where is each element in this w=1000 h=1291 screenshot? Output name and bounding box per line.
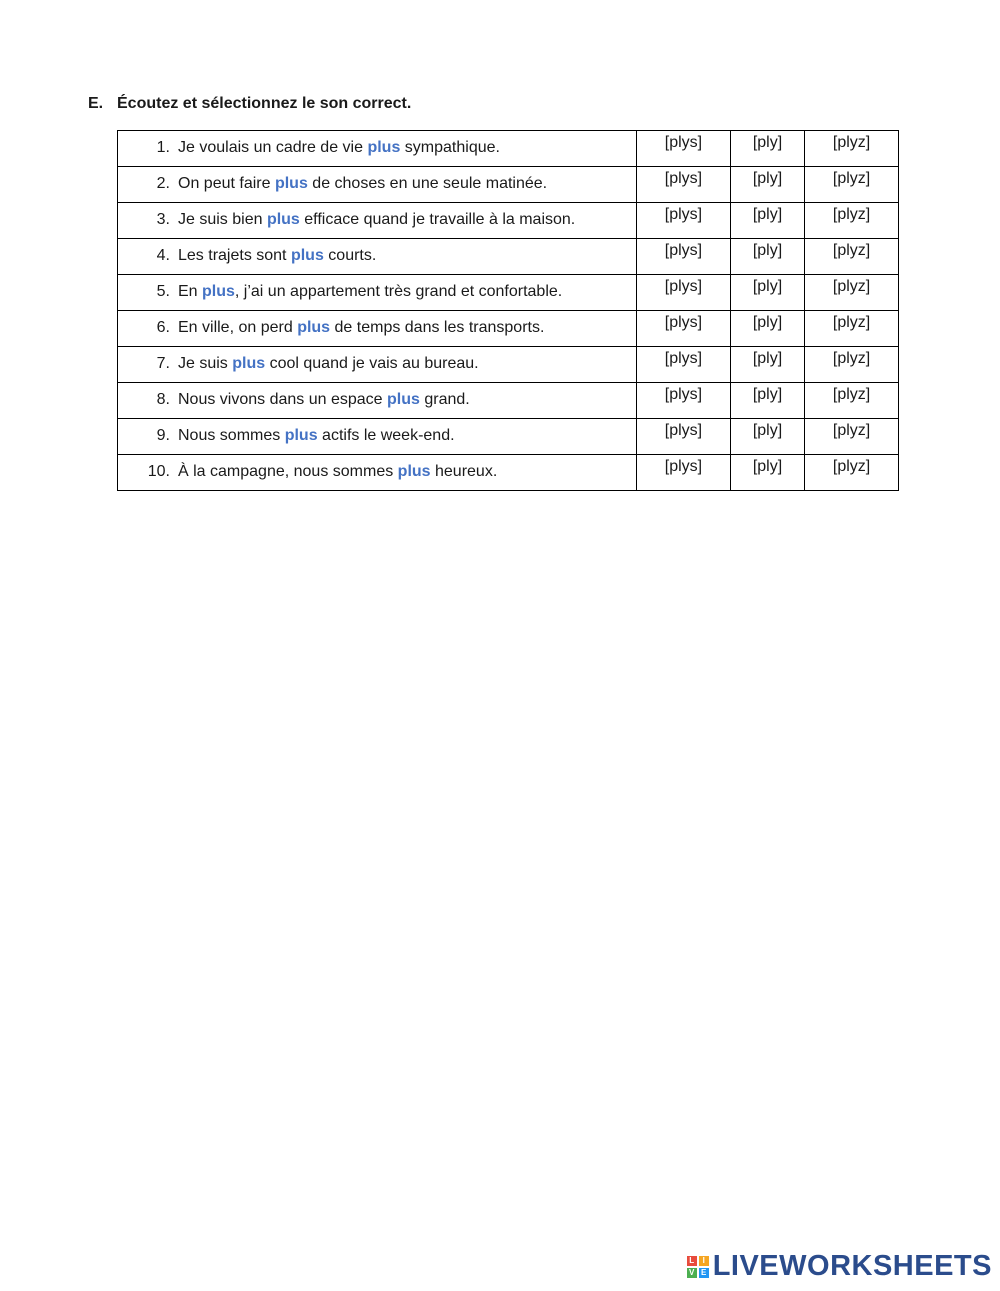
sentence-text: [178, 319, 544, 337]
table-row: [118, 455, 899, 491]
item-number: 5.: [156, 283, 170, 300]
answer-option-cell[interactable]: [805, 275, 899, 311]
answer-option[interactable]: [plyz]: [832, 170, 871, 187]
sentence-after: , j’ai un appartement très grand et confortable.: [234, 283, 563, 300]
sentence-cell: [118, 167, 637, 203]
sentence-before: Je suis: [178, 355, 233, 372]
sentence-before: On peut faire: [178, 175, 275, 192]
answer-option-cell[interactable]: [730, 419, 804, 455]
answer-option-cell[interactable]: [805, 347, 899, 383]
sentence-after: de choses en une seule matinée.: [307, 175, 548, 192]
sentence-cell: [118, 455, 637, 491]
answer-option[interactable]: [plyz]: [832, 242, 871, 259]
answer-option-cell[interactable]: [730, 347, 804, 383]
sentence-text: [178, 427, 455, 445]
highlighted-word: plus: [297, 319, 331, 336]
answer-option[interactable]: [ply]: [752, 206, 783, 223]
answer-option[interactable]: [plys]: [664, 458, 703, 475]
sentence-after: cool quand je vais au bureau.: [265, 355, 479, 372]
sentence-after: de temps dans les transports.: [330, 319, 545, 336]
sentence-text: [178, 211, 575, 229]
sentence-before: Je suis bien: [178, 211, 267, 228]
answer-option-cell[interactable]: [805, 239, 899, 275]
table-row: [118, 167, 899, 203]
answer-option-cell[interactable]: [730, 239, 804, 275]
answer-option-cell[interactable]: [637, 275, 731, 311]
answer-option[interactable]: [plyz]: [832, 422, 871, 439]
highlighted-word: plus: [387, 391, 420, 408]
highlighted-word: plus: [274, 175, 308, 192]
answer-option-cell[interactable]: [805, 203, 899, 239]
section-heading: [88, 95, 411, 113]
item-number: 2.: [156, 175, 170, 192]
sentence-before: Je voulais un cadre de vie: [178, 139, 368, 156]
sentence-text: [178, 247, 376, 265]
answer-option[interactable]: [plyz]: [832, 278, 871, 295]
sentence-cell: [118, 239, 637, 275]
answer-option-cell[interactable]: [805, 131, 899, 167]
answer-option-cell[interactable]: [805, 419, 899, 455]
answer-option-cell[interactable]: [730, 167, 804, 203]
answer-option[interactable]: [ply]: [752, 458, 783, 475]
table-row: [118, 239, 899, 275]
section-letter: E.: [88, 95, 104, 112]
logo-square: I: [699, 1256, 709, 1266]
answer-option[interactable]: [plys]: [664, 314, 703, 331]
sentence-cell: [118, 383, 637, 419]
sentence-cell: [118, 131, 637, 167]
logo-square: L: [687, 1256, 697, 1266]
sentence-text: [178, 355, 479, 373]
sentence-cell: [118, 203, 637, 239]
sentence-cell: [118, 419, 637, 455]
sentence-before: En: [178, 283, 203, 300]
item-number: 1.: [156, 139, 170, 156]
answer-option[interactable]: [plyz]: [832, 206, 871, 223]
sentence-text: [178, 283, 562, 301]
sentence-after: heureux.: [430, 463, 498, 480]
table-row: [118, 131, 899, 167]
answer-option-cell[interactable]: [637, 383, 731, 419]
answer-option-cell[interactable]: [730, 275, 804, 311]
sentence-before: Nous vivons dans un espace: [178, 391, 388, 408]
answer-option[interactable]: [plyz]: [832, 134, 871, 151]
answer-option-cell[interactable]: [637, 239, 731, 275]
answer-option-cell[interactable]: [730, 203, 804, 239]
answer-option[interactable]: [ply]: [752, 278, 783, 295]
answer-option-cell[interactable]: [730, 311, 804, 347]
answer-option-cell[interactable]: [637, 131, 731, 167]
section-instruction: Écoutez et sélectionnez le son correct.: [117, 95, 412, 112]
table-row: [118, 203, 899, 239]
answer-option-cell[interactable]: [730, 131, 804, 167]
answer-option-cell[interactable]: [805, 455, 899, 491]
answer-option[interactable]: [plys]: [664, 242, 703, 259]
table-row: [118, 311, 899, 347]
answer-option[interactable]: [ply]: [752, 422, 783, 439]
table-row: [118, 383, 899, 419]
highlighted-word: plus: [397, 463, 431, 480]
sentence-text: [178, 391, 470, 409]
item-number: 4.: [156, 247, 170, 264]
sentence-before: Les trajets sont: [178, 247, 291, 264]
answer-option-cell[interactable]: [637, 455, 731, 491]
highlighted-word: plus: [284, 427, 318, 444]
item-number: 10.: [147, 463, 170, 480]
exercise-table: [117, 130, 899, 491]
item-number: 9.: [156, 427, 170, 444]
logo-squares-icon: [687, 1256, 709, 1278]
sentence-text: [178, 463, 497, 481]
answer-option[interactable]: [plyz]: [832, 386, 871, 403]
answer-option-cell[interactable]: [637, 311, 731, 347]
sentence-before: Nous sommes: [178, 427, 285, 444]
table-row: [118, 419, 899, 455]
highlighted-word: plus: [202, 283, 235, 300]
item-number: 8.: [156, 391, 170, 408]
sentence-before: En ville, on perd: [178, 319, 298, 336]
highlighted-word: plus: [266, 211, 300, 228]
answer-option[interactable]: [plys]: [664, 206, 703, 223]
answer-option[interactable]: [ply]: [752, 386, 783, 403]
sentence-after: grand.: [419, 391, 470, 408]
answer-option[interactable]: [plyz]: [832, 350, 871, 367]
table-row: [118, 347, 899, 383]
answer-option-cell[interactable]: [637, 419, 731, 455]
answer-option-cell[interactable]: [730, 455, 804, 491]
sentence-text: [178, 175, 547, 193]
answer-option[interactable]: [ply]: [752, 314, 783, 331]
answer-option[interactable]: [ply]: [752, 170, 783, 187]
answer-option-cell[interactable]: [805, 383, 899, 419]
sentence-after: actifs le week-end.: [317, 427, 455, 444]
item-number: 3.: [156, 211, 170, 228]
answer-option-cell[interactable]: [637, 167, 731, 203]
answer-option-cell[interactable]: [730, 383, 804, 419]
answer-option[interactable]: [plys]: [664, 350, 703, 367]
answer-option[interactable]: [plys]: [664, 170, 703, 187]
liveworksheets-logo: [687, 1250, 992, 1283]
answer-option[interactable]: [ply]: [752, 242, 783, 259]
highlighted-word: plus: [232, 355, 266, 372]
answer-option[interactable]: [plys]: [664, 134, 703, 151]
answer-option[interactable]: [plys]: [664, 278, 703, 295]
logo-text: LIVEWORKSHEETS: [712, 1250, 992, 1282]
item-number: 7.: [156, 355, 170, 372]
answer-option[interactable]: [plys]: [664, 386, 703, 403]
logo-square: V: [687, 1268, 697, 1278]
answer-option[interactable]: [plyz]: [832, 458, 871, 475]
highlighted-word: plus: [290, 247, 324, 264]
item-number: 6.: [156, 319, 170, 336]
sentence-before: À la campagne, nous sommes: [178, 463, 398, 480]
sentence-cell: [118, 311, 637, 347]
sentence-cell: [118, 347, 637, 383]
answer-option[interactable]: [ply]: [752, 134, 783, 151]
table-row: [118, 275, 899, 311]
sentence-after: sympathique.: [400, 139, 500, 156]
answer-option-cell[interactable]: [805, 311, 899, 347]
highlighted-word: plus: [367, 139, 401, 156]
answer-option-cell[interactable]: [637, 203, 731, 239]
logo-square: E: [699, 1268, 709, 1278]
answer-option-cell[interactable]: [637, 347, 731, 383]
answer-option-cell[interactable]: [805, 167, 899, 203]
answer-option[interactable]: [plys]: [664, 422, 703, 439]
answer-option[interactable]: [ply]: [752, 350, 783, 367]
answer-option[interactable]: [plyz]: [832, 314, 871, 331]
sentence-after: courts.: [323, 247, 377, 264]
sentence-after: efficace quand je travaille à la maison.: [299, 211, 576, 228]
sentence-text: [178, 139, 500, 157]
sentence-cell: [118, 275, 637, 311]
